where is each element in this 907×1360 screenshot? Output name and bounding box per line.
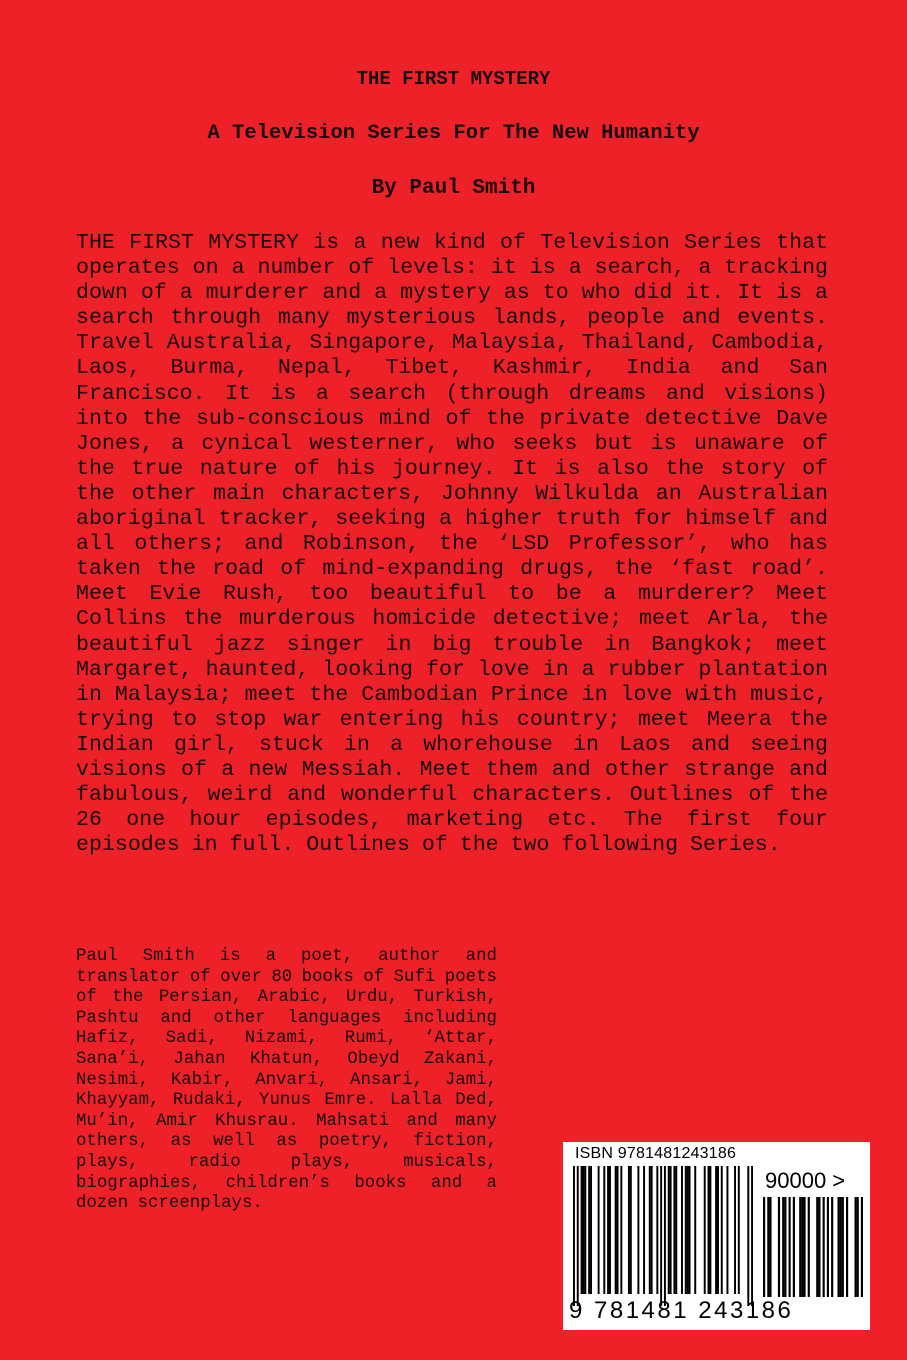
ean-barcode-bars (573, 1166, 753, 1306)
addon-barcode-bar (784, 1197, 786, 1297)
addon-barcode-bar (789, 1197, 791, 1297)
book-title: THE FIRST MYSTERY (356, 68, 551, 90)
barcode-bar (643, 1166, 645, 1294)
barcode-bar (581, 1166, 583, 1294)
barcode-bar (607, 1166, 609, 1294)
barcode-bar (670, 1166, 672, 1294)
addon-barcode-bar (831, 1197, 833, 1297)
barcode-bar (620, 1166, 622, 1294)
barcode-bar (689, 1166, 691, 1294)
barcode-bar (660, 1166, 662, 1306)
barcode-bar (747, 1166, 749, 1306)
addon-barcode-bar (842, 1197, 844, 1297)
barcode-bar (709, 1166, 711, 1294)
addon-barcode-bar (840, 1197, 842, 1297)
addon-barcode-bar (823, 1197, 825, 1297)
isbn-barcode (563, 1142, 870, 1330)
barcode-bar (734, 1166, 736, 1294)
barcode-bar (668, 1166, 670, 1294)
addon-barcode-bar (854, 1197, 856, 1297)
addon-barcode-bar (767, 1197, 769, 1297)
barcode-bar (628, 1166, 630, 1294)
barcode-bar (704, 1166, 706, 1294)
barcode-bar (738, 1166, 740, 1294)
barcode-bar (708, 1166, 710, 1294)
ean-digits: 9 781481 243186 (569, 1297, 794, 1324)
barcode-bar (609, 1166, 611, 1294)
barcode-bar (590, 1166, 592, 1294)
addon-barcode-bar (837, 1197, 839, 1297)
price-code: 90000 > (765, 1168, 846, 1193)
barcode-bar (598, 1166, 600, 1294)
addon-barcode-bar (816, 1197, 818, 1297)
series-description: THE FIRST MYSTERY is a new kind of Television Series that operates on a number of levels: it is a search, a tracking down of a murderer and a mystery as to who did it. It is a search through many mysterious lands, people and events. Travel Australia, Singapore, Malaysia, Thailand, Cambodia, Laos, Burma, Nepal, Tibet, Kashmir, India and San Francisco. It is a search (through dreams and visions) into the sub-conscious mind of the private detective Dave Jones, a cynical westerner, who seeks but is unaware of the true nature of his journey. It is also the story of the other main characters, Johnny Wilkulda an Australian aboriginal tracker, seeking a higher truth for himself and all others; and Robinson, the ‘LSD Professor’, who has taken the road of mind-expanding drugs, the ‘fast road’. Meet Evie Rush, too beautiful to be a murderer? Meet Collins the murderous homicide detective; meet Arla, the beautiful jazz singer in big trouble in Bangkok; meet Margaret, haunted, looking for love in a rubber plantation in Malaysia; meet the Cambodian Prince in love with music, trying to stop war entering his country; meet Meera the Indian girl, stuck in a whorehouse in Laos and seeing visions of a new Messiah. Meet them and other strange and fabulous, weird and wonderful characters. Outlines of the 26 one hour episodes, marketing etc. The first four episodes in full. Outlines of the two following Series. (76, 231, 828, 858)
author-bio: Paul Smith is a poet, author and translator of over 80 books of Sufi poets of the Persian, Arabic, Urdu, Turkish, Pashtu and other languages including Hafiz, Sadi, Nizami, Rumi, ‘Attar, Sana’i, Jahan Khatun, Obeyd Zakani, Nesimi, Kabir, Anvari, Ansari, Jami, Khayyam, Rudaki, Yunus Emre. Lalla Ded, Mu’in, Amir Khusrau. Mahsati and many others, as well as poetry, fiction, plays, radio plays, musicals, biographies, children’s books and a dozen screenplays. (76, 947, 497, 1214)
barcode-bar (617, 1166, 619, 1294)
barcode-bar (721, 1166, 723, 1294)
barcode-bar (717, 1166, 719, 1294)
addon-barcode-bar (857, 1197, 859, 1297)
addon-barcode-bar (793, 1197, 795, 1297)
barcode-bar (675, 1166, 677, 1294)
barcode-bar (751, 1166, 753, 1306)
addon-barcode-bar (827, 1197, 829, 1297)
barcode-bar (577, 1166, 579, 1306)
barcode-bar (673, 1166, 675, 1294)
addon-barcode-bar (861, 1197, 863, 1297)
addon-barcode-bar (782, 1197, 784, 1297)
barcode-bar (649, 1166, 651, 1294)
author-byline: By Paul Smith (371, 177, 536, 200)
barcode-bar (630, 1166, 632, 1294)
book-subtitle: A Television Series For The New Humanity (207, 122, 700, 145)
addon-barcode-bar (803, 1197, 805, 1297)
addon-barcode-bar (763, 1197, 765, 1297)
barcode-bar (582, 1166, 584, 1294)
addon-barcode-bar (769, 1197, 771, 1297)
barcode-bar (573, 1166, 575, 1306)
barcode-bar (588, 1166, 590, 1294)
addon-barcode-bars (763, 1197, 863, 1297)
barcode-bar (656, 1166, 658, 1294)
barcode-bar (584, 1166, 586, 1294)
barcode-bar (603, 1166, 605, 1294)
barcode-bar (664, 1166, 666, 1306)
barcode-bar (651, 1166, 653, 1294)
addon-barcode-bar (799, 1197, 801, 1297)
isbn-label: ISBN 9781481243186 (575, 1145, 737, 1162)
addon-barcode-bar (818, 1197, 820, 1297)
barcode-bar (681, 1166, 683, 1294)
barcode-bar (615, 1166, 617, 1294)
addon-barcode-bar (808, 1197, 810, 1297)
addon-barcode-bar (801, 1197, 803, 1297)
barcode-bar (685, 1166, 687, 1294)
barcode-bar (726, 1166, 728, 1294)
barcode-bar (637, 1166, 639, 1294)
barcode-bar (687, 1166, 689, 1294)
addon-barcode-bar (778, 1197, 780, 1297)
addon-barcode-bar (846, 1197, 848, 1297)
barcode-bar (694, 1166, 696, 1294)
barcode-bar (715, 1166, 717, 1294)
